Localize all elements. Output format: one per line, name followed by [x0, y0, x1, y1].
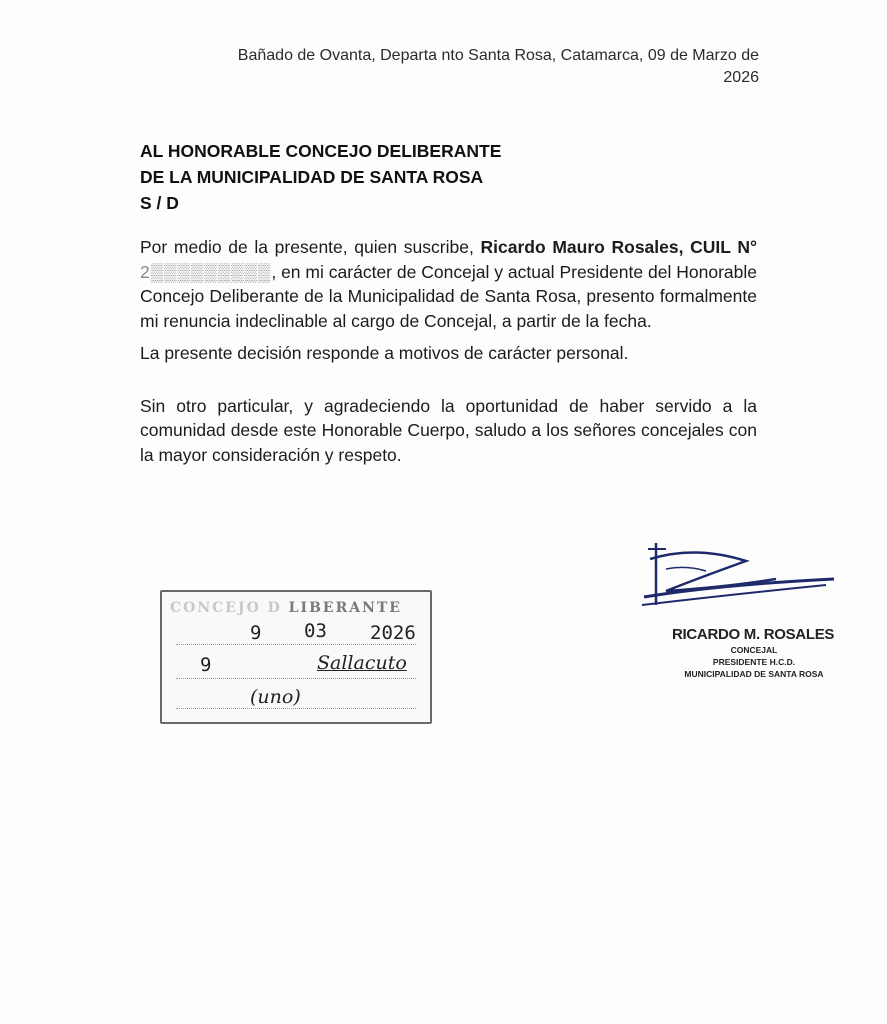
place-date-year: 2026: [723, 69, 759, 86]
stamp-folios: (uno): [250, 686, 301, 708]
stamp-year: 2026: [370, 622, 416, 644]
stamp-receiver-signature: Sallacuto: [317, 652, 407, 674]
paragraph-rest: , en mi carácter de Concejal y actual Presidente del Honorable Concejo Deliberante de la Municipalidad de Santa Rosa, presento formalmente mi renuncia indeclinable al cargo de Concejal, a partir de la fecha.: [140, 261, 757, 331]
handwritten-signature: [636, 535, 836, 615]
signer-name: Ricardo Mauro Rosales,: [480, 237, 684, 257]
addressee-line-1: AL HONORABLE CONCEJO DELIBERANTE: [140, 141, 502, 161]
signer-title-municipality: MUNICIPALIDAD DE SANTA ROSA: [684, 669, 824, 679]
addressee-line-3: S / D: [140, 193, 179, 213]
addressee-block: [140, 138, 501, 216]
cuil-redaction-mark: ▒▒▒▒▒▒▒▒▒: [150, 261, 272, 282]
letter-body: [140, 235, 757, 467]
stamp-folios-line: [176, 708, 416, 709]
stamp-header-faded: CONCEJO D: [170, 600, 282, 616]
signer-printed-name: RICARDO M. ROSALES: [672, 626, 835, 643]
signer-title-concejal: CONCEJAL: [730, 645, 778, 655]
stamp-day: 9: [250, 622, 262, 644]
cuil-value-redacted: 2: [140, 261, 151, 282]
signer-title-presidente: PRESIDENTE H.C.D.: [712, 657, 796, 667]
paragraph-resignation: [140, 235, 757, 333]
paragraph-closing: Sin otro particular, y agradeciendo la oportunidad de haber servido a la comunidad desde este Honorable Cuerpo, saludo a los señores concejales con la mayor consideración y respeto.: [140, 395, 757, 465]
place-date-text: Bañado de Ovanta, Departa nto Santa Rosa, Catamarca, 09 de Marzo de: [237, 47, 759, 64]
stamp-number-line: [176, 678, 416, 679]
paragraph-reason: La presente decisión responde a motivos de carácter personal.: [140, 343, 629, 363]
reception-stamp: [160, 590, 432, 724]
place-date-line: [159, 45, 759, 89]
stamp-date-line: [176, 644, 416, 645]
stamp-header: [170, 600, 420, 616]
stamp-header-text: LIBERANTE: [288, 600, 402, 616]
stamp-month: 03: [304, 620, 327, 642]
stamp-number: 9: [200, 654, 212, 676]
paragraph-intro: Por medio de la presente, quien suscribe,: [140, 237, 481, 257]
addressee-line-2: DE LA MUNICIPALIDAD DE SANTA ROSA: [140, 167, 484, 187]
cuil-label: CUIL N°: [690, 237, 757, 257]
